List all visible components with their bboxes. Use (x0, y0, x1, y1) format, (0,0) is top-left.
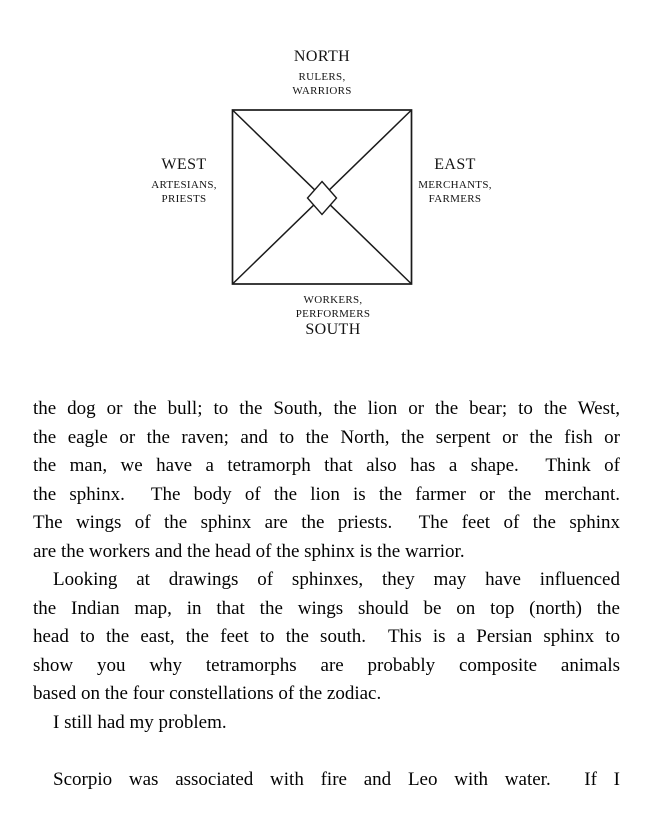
text-line: the sphinx. The body of the lion is the farmer or the merchant. (33, 483, 620, 505)
south-direction-label: SOUTH (305, 321, 361, 338)
west-caste-label-2: PRIESTS (161, 193, 207, 205)
text-line: Looking at drawings of sphinxes, they may have influenced (53, 569, 620, 590)
body-text (33, 395, 620, 794)
north-label-group (292, 48, 351, 98)
text-line: Scorpio was associated with fire and Leo with water. If I (53, 768, 620, 790)
tetramorph-compass-diagram (0, 0, 648, 370)
north-caste-label-2: WARRIORS (292, 85, 352, 97)
text-line: I still had my problem. (53, 711, 227, 733)
east-direction-label: EAST (434, 156, 476, 173)
text-line: the man, we have a tetramorph that also has a shape. Think of (33, 455, 620, 476)
text-line: the dog or the bull; to the South, the lion or the bear; to the West, (33, 398, 620, 419)
text-line: the eagle or the raven; and to the North, the serpent or the fish or (33, 426, 620, 448)
east-caste-label-2: FARMERS (428, 193, 482, 205)
north-caste-label-1: RULERS, (298, 71, 346, 83)
west-label-group (151, 156, 217, 206)
text-line: the Indian map, in that the wings should be on top (north) the (33, 597, 620, 619)
text-line: based on the four constellations of the zodiac. (33, 683, 382, 704)
north-direction-label: NORTH (293, 48, 351, 65)
blank-line (33, 737, 620, 766)
south-caste-label-2: PERFORMERS (295, 308, 371, 320)
east-label-group (418, 156, 492, 206)
text-line: head to the east, the feet to the south. This is a Persian sphinx to (33, 626, 620, 647)
west-direction-label: WEST (161, 156, 207, 173)
south-label-group (296, 293, 371, 339)
east-caste-label-1: MERCHANTS, (418, 179, 492, 191)
text-line: show you why tetramorphs are probably composite animals (33, 654, 620, 676)
west-caste-label-1: ARTESIANS, (151, 179, 217, 191)
south-caste-label-1: WORKERS, (303, 294, 363, 306)
text-line: are the workers and the head of the sphinx is the warrior. (33, 540, 465, 562)
text-line: The wings of the sphinx are the priests. The feet of the sphinx (33, 512, 620, 533)
